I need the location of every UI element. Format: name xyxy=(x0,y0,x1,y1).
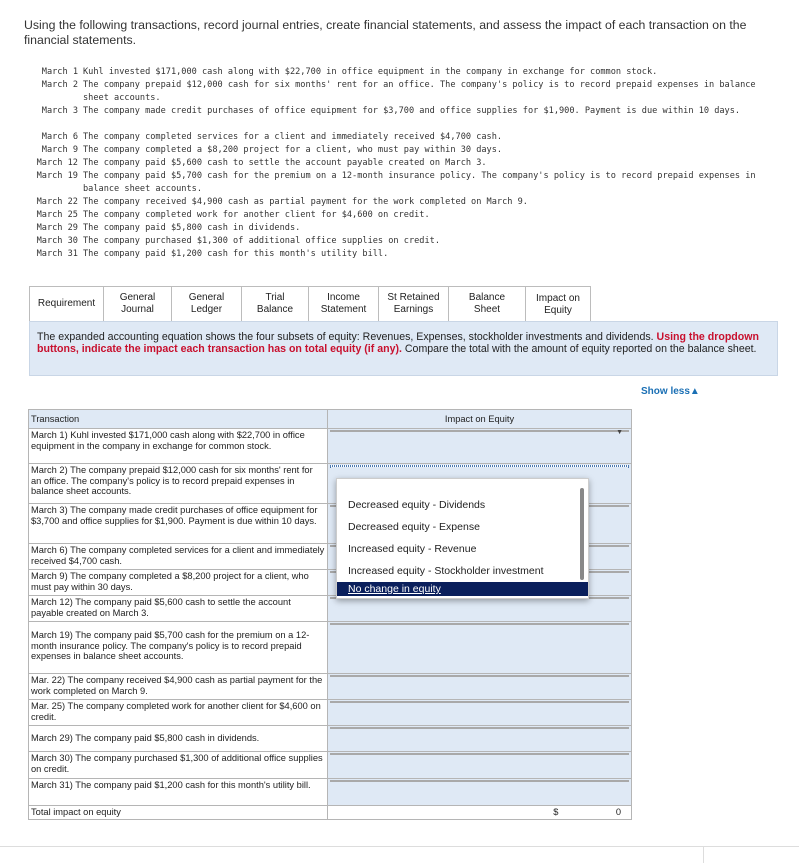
show-less-link[interactable]: Show less▲ xyxy=(641,386,700,397)
impact-dropdown-menu xyxy=(336,478,589,599)
tab-balance-sheet[interactable]: Balance Sheet xyxy=(448,286,525,322)
total-label: Total impact on equity xyxy=(29,806,328,820)
instructions-text-2: Compare the total with the amount of equity reported on the balance sheet. xyxy=(404,343,757,355)
impact-table xyxy=(28,409,632,820)
table-row: Mar. 25) The company completed work for another client for $4,600 on credit. xyxy=(29,700,632,726)
table-row: Mar. 22) The company received $4,900 cash as partial payment for the work completed on March 9. xyxy=(29,674,632,700)
table-row: March 3) The company made credit purchases of office equipment for $3,700 and office supplies for $1,900. Payment is due within 10 days. xyxy=(29,504,632,544)
impact-select[interactable] xyxy=(330,701,629,703)
instructions-highlight: Using the dropdown buttons, indicate the impact each transaction has on total equity (if any). xyxy=(37,331,759,355)
tab-general-journal[interactable]: General Journal xyxy=(103,286,171,322)
impact-select[interactable] xyxy=(330,623,629,625)
tab-bar xyxy=(29,286,591,322)
table-row: March 29) The company paid $5,800 cash in dividends. xyxy=(29,726,632,752)
tab-trial-balance[interactable]: Trial Balance xyxy=(241,286,308,322)
instructions-text: The expanded accounting equation shows the four subsets of equity: Revenues, Expenses, stockholder investments and dividends. xyxy=(37,331,654,343)
transaction-item: March 12 The company paid $5,600 cash to settle the account payable created on March 3. xyxy=(36,158,487,168)
dropdown-arrow-icon: ▼ xyxy=(616,429,623,436)
transaction-item: March 30 The company purchased $1,300 of additional office supplies on credit. xyxy=(36,236,440,246)
transaction-item: March 22 The company received $4,900 cash as partial payment for the work completed on March 9. xyxy=(36,197,528,207)
tab-impact-on-equity[interactable]: Impact on Equity xyxy=(525,286,591,322)
impact-select[interactable] xyxy=(330,675,629,677)
instructions-panel xyxy=(29,321,778,376)
option-decreased-dividends[interactable]: Decreased equity - Dividends xyxy=(348,499,486,511)
option-decreased-expense[interactable]: Decreased equity - Expense xyxy=(348,521,480,533)
table-row: March 31) The company paid $1,200 cash for this month's utility bill. xyxy=(29,779,632,806)
table-row: March 1) Kuhl invested $171,000 cash along with $22,700 in office equipment in the company in exchange for common stock. ▼ xyxy=(29,429,632,464)
tab-requirement[interactable]: Requirement xyxy=(29,286,103,322)
total-value: 0 xyxy=(615,807,621,817)
table-row: March 2) The company prepaid $12,000 cash for six months' rent for an office. The company's policy is to record prepaid expenses in balance sheet accounts. xyxy=(29,464,632,504)
table-header xyxy=(29,410,632,429)
table-row: March 12) The company paid $5,600 cash to settle the account payable created on March 3. xyxy=(29,596,632,622)
tab-general-ledger[interactable]: General Ledger xyxy=(171,286,241,322)
transaction-item: March 19 The company paid $5,700 cash for the premium on a 12-month insurance policy. The company's policy is to record prepaid expenses in balance sheet accounts. xyxy=(36,171,756,194)
table-row: March 30) The company purchased $1,300 of additional office supplies on credit. xyxy=(29,752,632,779)
transaction-item: March 3 The company made credit purchases of office equipment for $3,700 and office supplies for $1,900. Payment is due within 10 days. xyxy=(41,106,741,116)
impact-select[interactable] xyxy=(330,465,629,467)
tab-st-retained-earnings[interactable]: St Retained Earnings xyxy=(378,286,448,322)
intro-text: Using the following transactions, record journal entries, create financial statements, and assess the impact of each transaction on the financial statements. xyxy=(24,18,747,47)
total-row xyxy=(29,806,632,820)
transaction-item: March 31 The company paid $1,200 cash for this month's utility bill. xyxy=(36,249,389,259)
table-row: March 6) The company completed services for a client and immediately received $4,700 cash. xyxy=(29,544,632,570)
tab-income-statement[interactable]: Income Statement xyxy=(308,286,378,322)
dropdown-scrollbar[interactable] xyxy=(580,488,584,580)
transaction-item: March 6 The company completed services for a client and immediately received $4,700 cash. xyxy=(41,132,503,142)
col-impact-header: Impact on Equity xyxy=(328,410,632,429)
option-no-change[interactable]: No change in equity xyxy=(337,582,588,596)
transaction-item: March 2 The company prepaid $12,000 cash for six months' rent for an office. The company's policy is to record prepaid expenses in balance sheet accounts. xyxy=(41,80,756,103)
impact-select[interactable] xyxy=(330,753,629,755)
impact-select[interactable] xyxy=(330,780,629,782)
table-row: March 9) The company completed a $8,200 project for a client, who must pay within 30 days. xyxy=(29,570,632,596)
transactions-list xyxy=(24,66,784,261)
total-currency: $ xyxy=(553,807,559,817)
impact-select[interactable] xyxy=(330,727,629,729)
transaction-item: March 25 The company completed work for another client for $4,600 on credit. xyxy=(36,210,430,220)
impact-select[interactable] xyxy=(330,429,629,436)
table-row: March 19) The company paid $5,700 cash for the premium on a 12-month insurance policy. The company's policy is to record prepaid expenses in balance sheet accounts. xyxy=(29,622,632,674)
footer-divider xyxy=(0,846,799,847)
col-transaction-header: Transaction xyxy=(29,410,328,429)
option-increased-stockholder-investment[interactable]: Increased equity - Stockholder investment xyxy=(348,565,544,577)
transaction-item: March 29 The company paid $5,800 cash in dividends. xyxy=(36,223,301,233)
transaction-item: March 1 Kuhl invested $171,000 cash along with $22,700 in office equipment in the company in exchange for common stock. xyxy=(41,67,658,77)
transaction-item: March 9 The company completed a $8,200 project for a client, who must pay within 30 days. xyxy=(41,145,503,155)
option-increased-revenue[interactable]: Increased equity - Revenue xyxy=(348,543,477,555)
footer-box xyxy=(703,847,799,863)
